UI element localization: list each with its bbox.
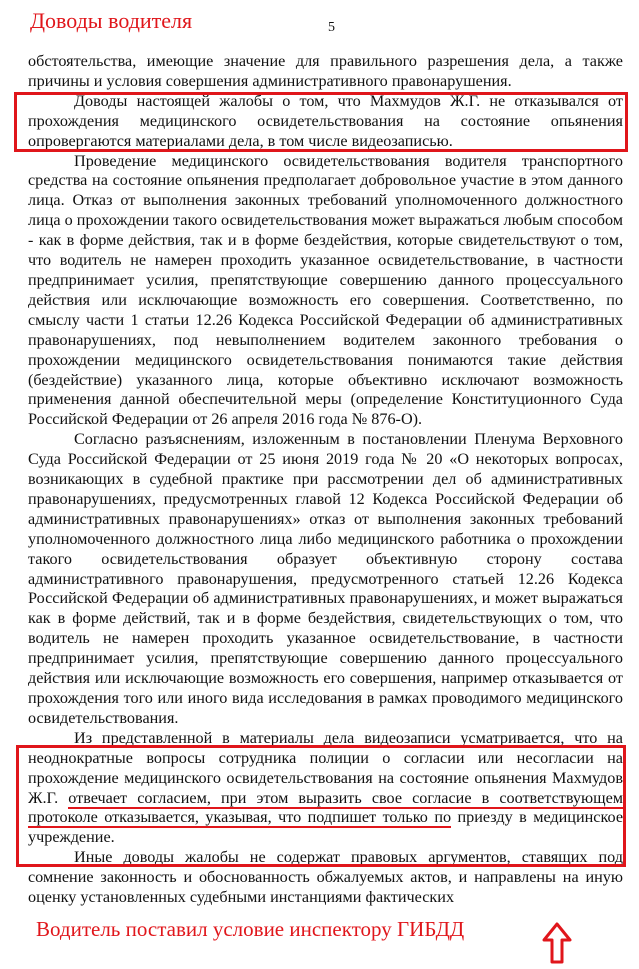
paragraph-continuation: обстоятельства, имеющие значение для правильного разрешения дела, а также причины и условия совершения административного правонарушения.: [28, 52, 623, 90]
video-evidence-text-a: Из представленной в материалы дела видеозаписи усматривается, что на неоднократные вопросы сотрудника полиции о согласии или несогласии на прохождение медицинского освидетельствования на состояние опьянения Махмудов Ж.Г.: [28, 728, 623, 807]
highlight-box-complaint: [14, 92, 628, 152]
paragraph-other-arguments: Иные доводы жалобы не содержат правовых аргументов, ставящих под сомнение законность и обоснованность обжалуемых актов, и направлены на иную оценку установленных судебными инстанциями фактических: [28, 848, 623, 907]
page-number: 5: [328, 20, 335, 35]
video-evidence-underlined: отвечает согласием, при этом выразить свое согласие в соответствующем протоколе отказывается, указывая, что подпишет только по: [28, 788, 623, 827]
annotation-top-label: Доводы водителя: [30, 8, 193, 33]
paragraph-plenum-clarification: Согласно разъяснениям, изложенным в постановлении Пленума Верховного Суда Российской Федерации от 25 июня 2019 года № 20 «О некоторых вопросах, возникающих в судебной практике при рассмотрении дел об административных правонарушениях, предусмотренных главой 12 Кодекса Российской Федерации об административных правонарушениях» отказ от выполнения законных требований уполномоченного должностного лица либо медицинского работника о прохождении такого освидетельствования образует объективную сторону состава административного правонарушения, предусмотренного статьей 12.26 Кодекса Российской Федерации об административных правонарушениях, и может выражаться как в форме действий, так и в форме бездействия, свидетельствующих о том, что водитель не намерен проходить указанное освидетельствование, в частности предпринимает усилия, препятствующие совершению данного процессуального действия или исключающие возможность его совершения, например отказывается от прохождения того или иного вида исследования в рамках проводимого медицинского освидетельствования.: [28, 430, 623, 727]
video-evidence-text-c: приезду в медицинское учреждение.: [28, 808, 623, 847]
paragraph-medical-examination: Проведение медицинского освидетельствования водителя транспортного средства на состояние опьянения предполагает добровольное участие в этом данного лица. Отказ от выполнения законных требований уполномоченного должностного лица о прохождении такого освидетельствования может выражаться любым способом - как в форме действия, так и в форме бездействия, которые свидетельствуют о том, что водитель не намерен проходить указанное освидетельствование, в частности предпринимает усилия, препятствующие совершению данного процессуального действия или исключающие возможность его совершения. Соответственно, по смыслу части 1 статьи 12.26 Кодекса Российской Федерации об административных правонарушениях, под невыполнением водителем законного требования о прохождении медицинского освидетельствования понимаются такие действия (бездействие) указанного лица, которые объективно исключают возможность применения данной обеспечительной меры (определение Конституционного Суда Российской Федерации от 26 апреля 2016 года № 876-О).: [28, 151, 623, 429]
paragraph-complaint-arguments: Доводы настоящей жалобы о том, что Махмудов Ж.Г. не отказывался от прохождения медицинского освидетельствования на состояние опьянения опровергаются материалами дела, в том числе видеозаписью.: [28, 91, 623, 150]
highlight-box-video: [16, 745, 626, 867]
annotation-bottom-label: Водитель поставил условие инспектору ГИБДД: [36, 917, 465, 941]
up-arrow-icon: [542, 922, 572, 964]
